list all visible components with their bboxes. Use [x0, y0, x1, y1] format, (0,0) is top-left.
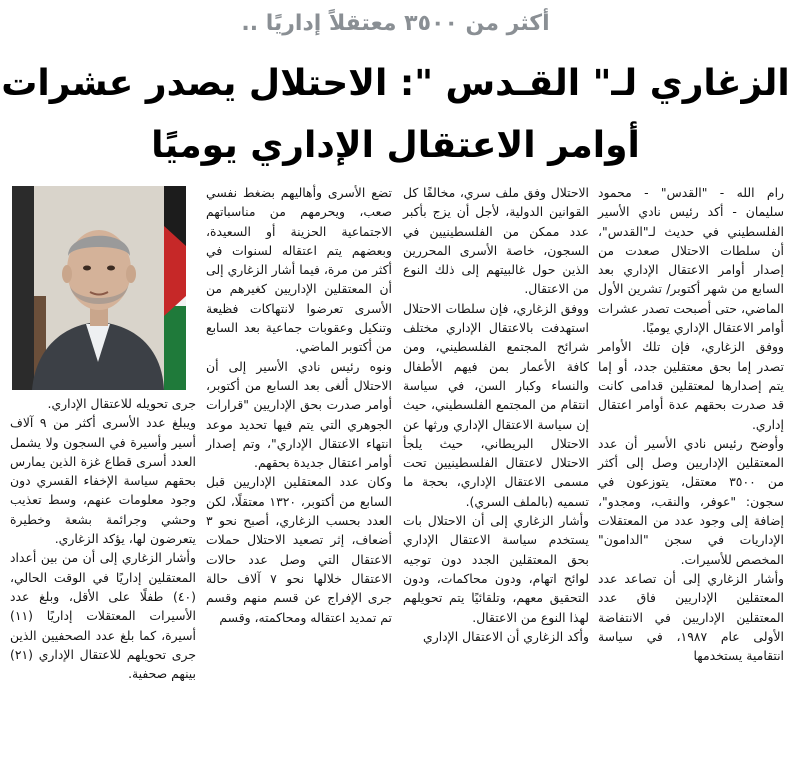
headline-line-2: أوامر الاعتقال الإداري يوميًا [151, 125, 640, 166]
paragraph: وأشار الزغاري إلى أن تصاعد عدد المعتقلين الإداريين فاق عدد المعتقلين الإداريين في الانتفاضة الأولى عام ١٩٨٧، في سياسة انتقامية يستخدمها [598, 570, 784, 664]
paragraph: جرى تحويله للاعتقال الإداري. [47, 396, 196, 411]
paragraph: وأشار الزغاري إلى أن الاحتلال بات يستخدم سياسة الاعتقال الإداري بحق المعتقلين الجدد دون توجيه لوائح اتهام، ودون محاكمات، ودون التحقيق معهم، وتلقائيًا يتم تحويلهم لهذا النوع من الاعتقال. [403, 513, 589, 625]
paragraph: ونوه رئيس نادي الأسير إلى أن الاحتلال ألغى بعد السابع من أكتوبر، أوامر صدرت بحق الإداريين "قرارات الجوهري التي يتم فيها تحديد موعد انتهاء الاعتقال الإداري"، وتم إصدار أوامر اعتقال جديدة بحقهم. [206, 358, 392, 471]
headline-line-1: الزغاري لـ" القـدس ": الاحتلال يصدر عشرات [1, 63, 790, 104]
kicker: أكثر من ٣٥٠٠ معتقلاً إداريًا .. [241, 11, 550, 36]
paragraph: ويبلغ عدد الأسرى أكثر من ٩ آلاف أسير وأسيرة في السجون ولا يشمل العدد أسرى قطاع غزة الذين يمارس بحقهم سياسة الإخفاء القسري دون وجود معلومات عنهم، وسط تعذيب وحشي وجرائمة بشعة وخطيرة يتعرضون لها، يؤكد الزغاري. [10, 415, 196, 547]
paragraph: ووفق الزغاري، فإن تلك الأوامر تصدر إما بحق معتقلين جدد، أو إما يتم إصدارها لمعتقلين قدامى كانت قد صدرت بحقهم عدة أوامر اعتقال إداري. [598, 339, 784, 432]
paragraph: وكان عدد المعتقلين الإداريين قبل السابع من أكتوبر، ١٣٢٠ معتقلًا، لكن العدد بحسب الزغاري، أصبح نحو ٣ أضعاف، إثر تصعيد الاحتلال حملات الاعتقال التي وصل عدد حالات الاعتقال خلالها نحو ٧ آلاف حالة جرى الإفراج عن قسم منهم وقسم تم تمديد اعتقاله ومحاكمته، وقسم [206, 474, 392, 625]
paragraph: رام الله - "القدس" - محمود سليمان - أكد رئيس نادي الأسير الفلسطيني في حديث لـ"القدس"، أن سلطات الاحتلال صعدت من إصدار أوامر الاعتقال الإداري بعد السابع من شهر أكتوبر/ تشرين الأول الماضي، حتى أصبحت تصدر عشرات أوامر الاعتقال الإداري يوميًا. [598, 185, 784, 336]
article-column-4 [10, 394, 196, 683]
portrait-photo [12, 186, 186, 390]
paragraph: وأوضح رئيس نادي الأسير أن عدد المعتقلين الإداريين وصل إلى أكثر من ٣٥٠٠ معتقل، يتوزعون في سجون: "عوفر، والنقب، ومجدو"، إضافة إلى وجود عدد من المعتقلات الإداريات في سجن "الدامون" المخصص للأسيرات. [598, 435, 784, 567]
paragraph: الاحتلال وفق ملف سري، مخالفًا كل القوانين الدولية، لأجل أن يزج بأكبر عدد ممكن من الفلسطينيين في السجون، خاصة الأسرى المحررين الذين حول غالبيتهم إلى ذلك النوع من الاعتقال. [403, 185, 589, 297]
paragraph: ووفق الزغاري، فإن سلطات الاحتلال استهدفت بالاعتقال الإداري مختلف شرائح المجتمع الفلسطيني، ومن كافة الأعمار بمن فيهم الأطفال والنساء وكبار السن، في سياسة انتقام من المجتمع الفلسطيني، حيث إن سياسة الاعتقال الإداري ورثها عن الاحتلال البريطاني، حيث يلجأ الاحتلال لاعتقال الفلسطينيين تحت مسمى الاعتقال الإداري، بحجة ما تسميه (بالملف السري). [403, 300, 589, 509]
paragraph: وأشار الزغاري إلى أن من بين أعداد المعتقلين إداريًا في الوقت الحالي، (٤٠) طفلًا على الأقل، وبلغ عدد الأسيرات المعتقلات إداريًا (١١) أسيرة، كما بلغ عدد الصحفيين الذين جرى تحويلهم للاعتقال الإداري (٢١) بينهم صحفية. [10, 550, 196, 682]
article-column-2 [403, 183, 589, 646]
paragraph: تضع الأسرى وأهاليهم بضغط نفسي صعب، ويحرمهم من مناسباتهم الاجتماعية الحزينة أو السعيدة، وبعضهم يتم اعتقاله لسنوات في أكثر من مرة، فيما أشار الزغاري إلى أن المعتقلين الإداريين كغيرهم من الأسرى تعرضوا لانتهاكات فظيعة وتنكيل وعقوبات جماعية بعد السابع من أكتوبر الماضي. [206, 185, 392, 355]
portrait-illustration [12, 186, 186, 390]
article-column-3 [206, 183, 392, 627]
article-column-1 [598, 183, 784, 665]
paragraph: وأكد الزغاري أن الاعتقال الإداري [423, 628, 589, 644]
